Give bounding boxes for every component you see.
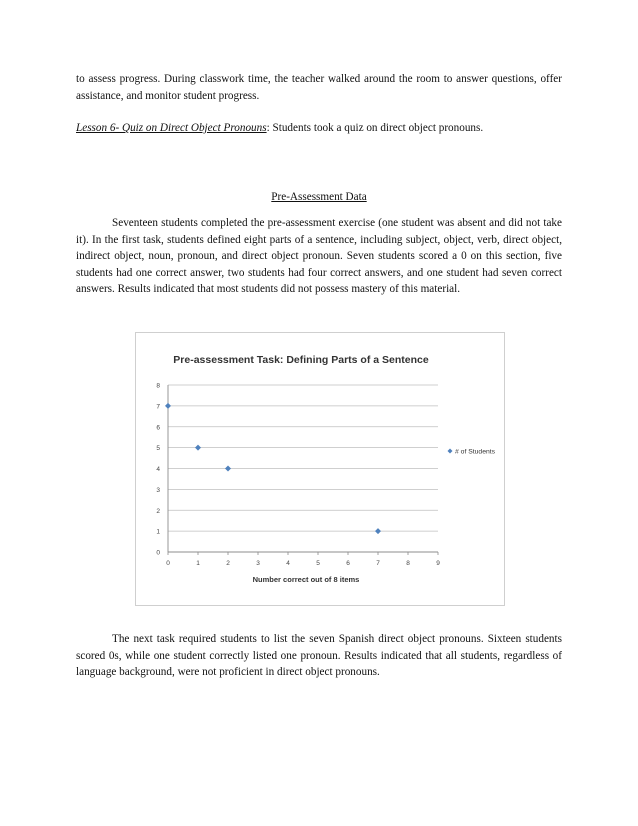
paragraph-2 <box>76 120 562 137</box>
y-tick-label-8: 8 <box>156 382 160 390</box>
paragraph-1: to assess progress. During classwork time, the teacher walked around the room to answer questions, offer assistance, and monitor student progress. <box>76 73 562 102</box>
x-tick-label-4: 4 <box>286 560 290 567</box>
scatter-chart <box>136 333 504 605</box>
paragraph-4: The next task required students to list the seven Spanish direct object pronouns. Sixteen students scored 0s, while one student correctly listed one pronoun. Results indicated that all students, regardless of language background, were not proficient in direct object pronouns. <box>76 633 562 679</box>
tick-labels <box>156 383 440 568</box>
grid-lines <box>168 385 438 531</box>
legend-label: # of Students <box>455 448 496 456</box>
y-tick-label-0: 0 <box>156 549 160 557</box>
data-point-1-5 <box>195 445 201 451</box>
x-tick-label-2: 2 <box>226 560 230 567</box>
data-point-2-4 <box>225 466 231 472</box>
x-tick-label-6: 6 <box>346 560 350 567</box>
y-tick-label-2: 2 <box>156 507 160 515</box>
y-tick-label-5: 5 <box>156 445 160 453</box>
y-tick-label-4: 4 <box>156 466 160 473</box>
section-heading: Pre-Assessment Data <box>271 191 367 203</box>
chart-container <box>135 332 505 606</box>
x-tick-label-5: 5 <box>316 560 320 567</box>
x-tick-label-0: 0 <box>166 560 170 567</box>
legend <box>448 449 496 456</box>
x-tick-label-8: 8 <box>406 560 410 567</box>
y-tick-label-1: 1 <box>156 528 160 536</box>
y-tick-label-7: 7 <box>156 403 160 411</box>
data-point-7-1 <box>375 528 381 534</box>
lesson-6-text: : Students took a quiz on direct object pronouns. <box>266 122 484 134</box>
x-tick-label-9: 9 <box>436 560 440 567</box>
x-axis-label: Number correct out of 8 items <box>252 575 360 584</box>
y-tick-label-3: 3 <box>156 486 160 494</box>
legend-marker <box>448 449 453 454</box>
data-point-0-7 <box>165 403 171 409</box>
chart-title: Pre-assessment Task: Defining Parts of a Sentence <box>173 354 429 366</box>
axes <box>168 385 438 555</box>
y-tick-label-6: 6 <box>156 424 160 432</box>
paragraph-3: Seventeen students completed the pre-assessment exercise (one student was absent and did not take it). In the first task, students defined eight parts of a sentence, including subject, object, verb, direct object, indirect object, noun, pronoun, and direct object pronoun. Seven students scored a 0 on this section, five students had one correct answer, two students had four correct answers, and one student had seven correct answers. Results indicated that most students did not possess mastery of this material. <box>76 217 562 296</box>
lesson-6-title: Lesson 6- Quiz on Direct Object Pronouns <box>76 122 267 134</box>
x-tick-label-3: 3 <box>256 560 260 567</box>
x-tick-label-1: 1 <box>196 560 200 567</box>
x-tick-label-7: 7 <box>376 560 380 567</box>
